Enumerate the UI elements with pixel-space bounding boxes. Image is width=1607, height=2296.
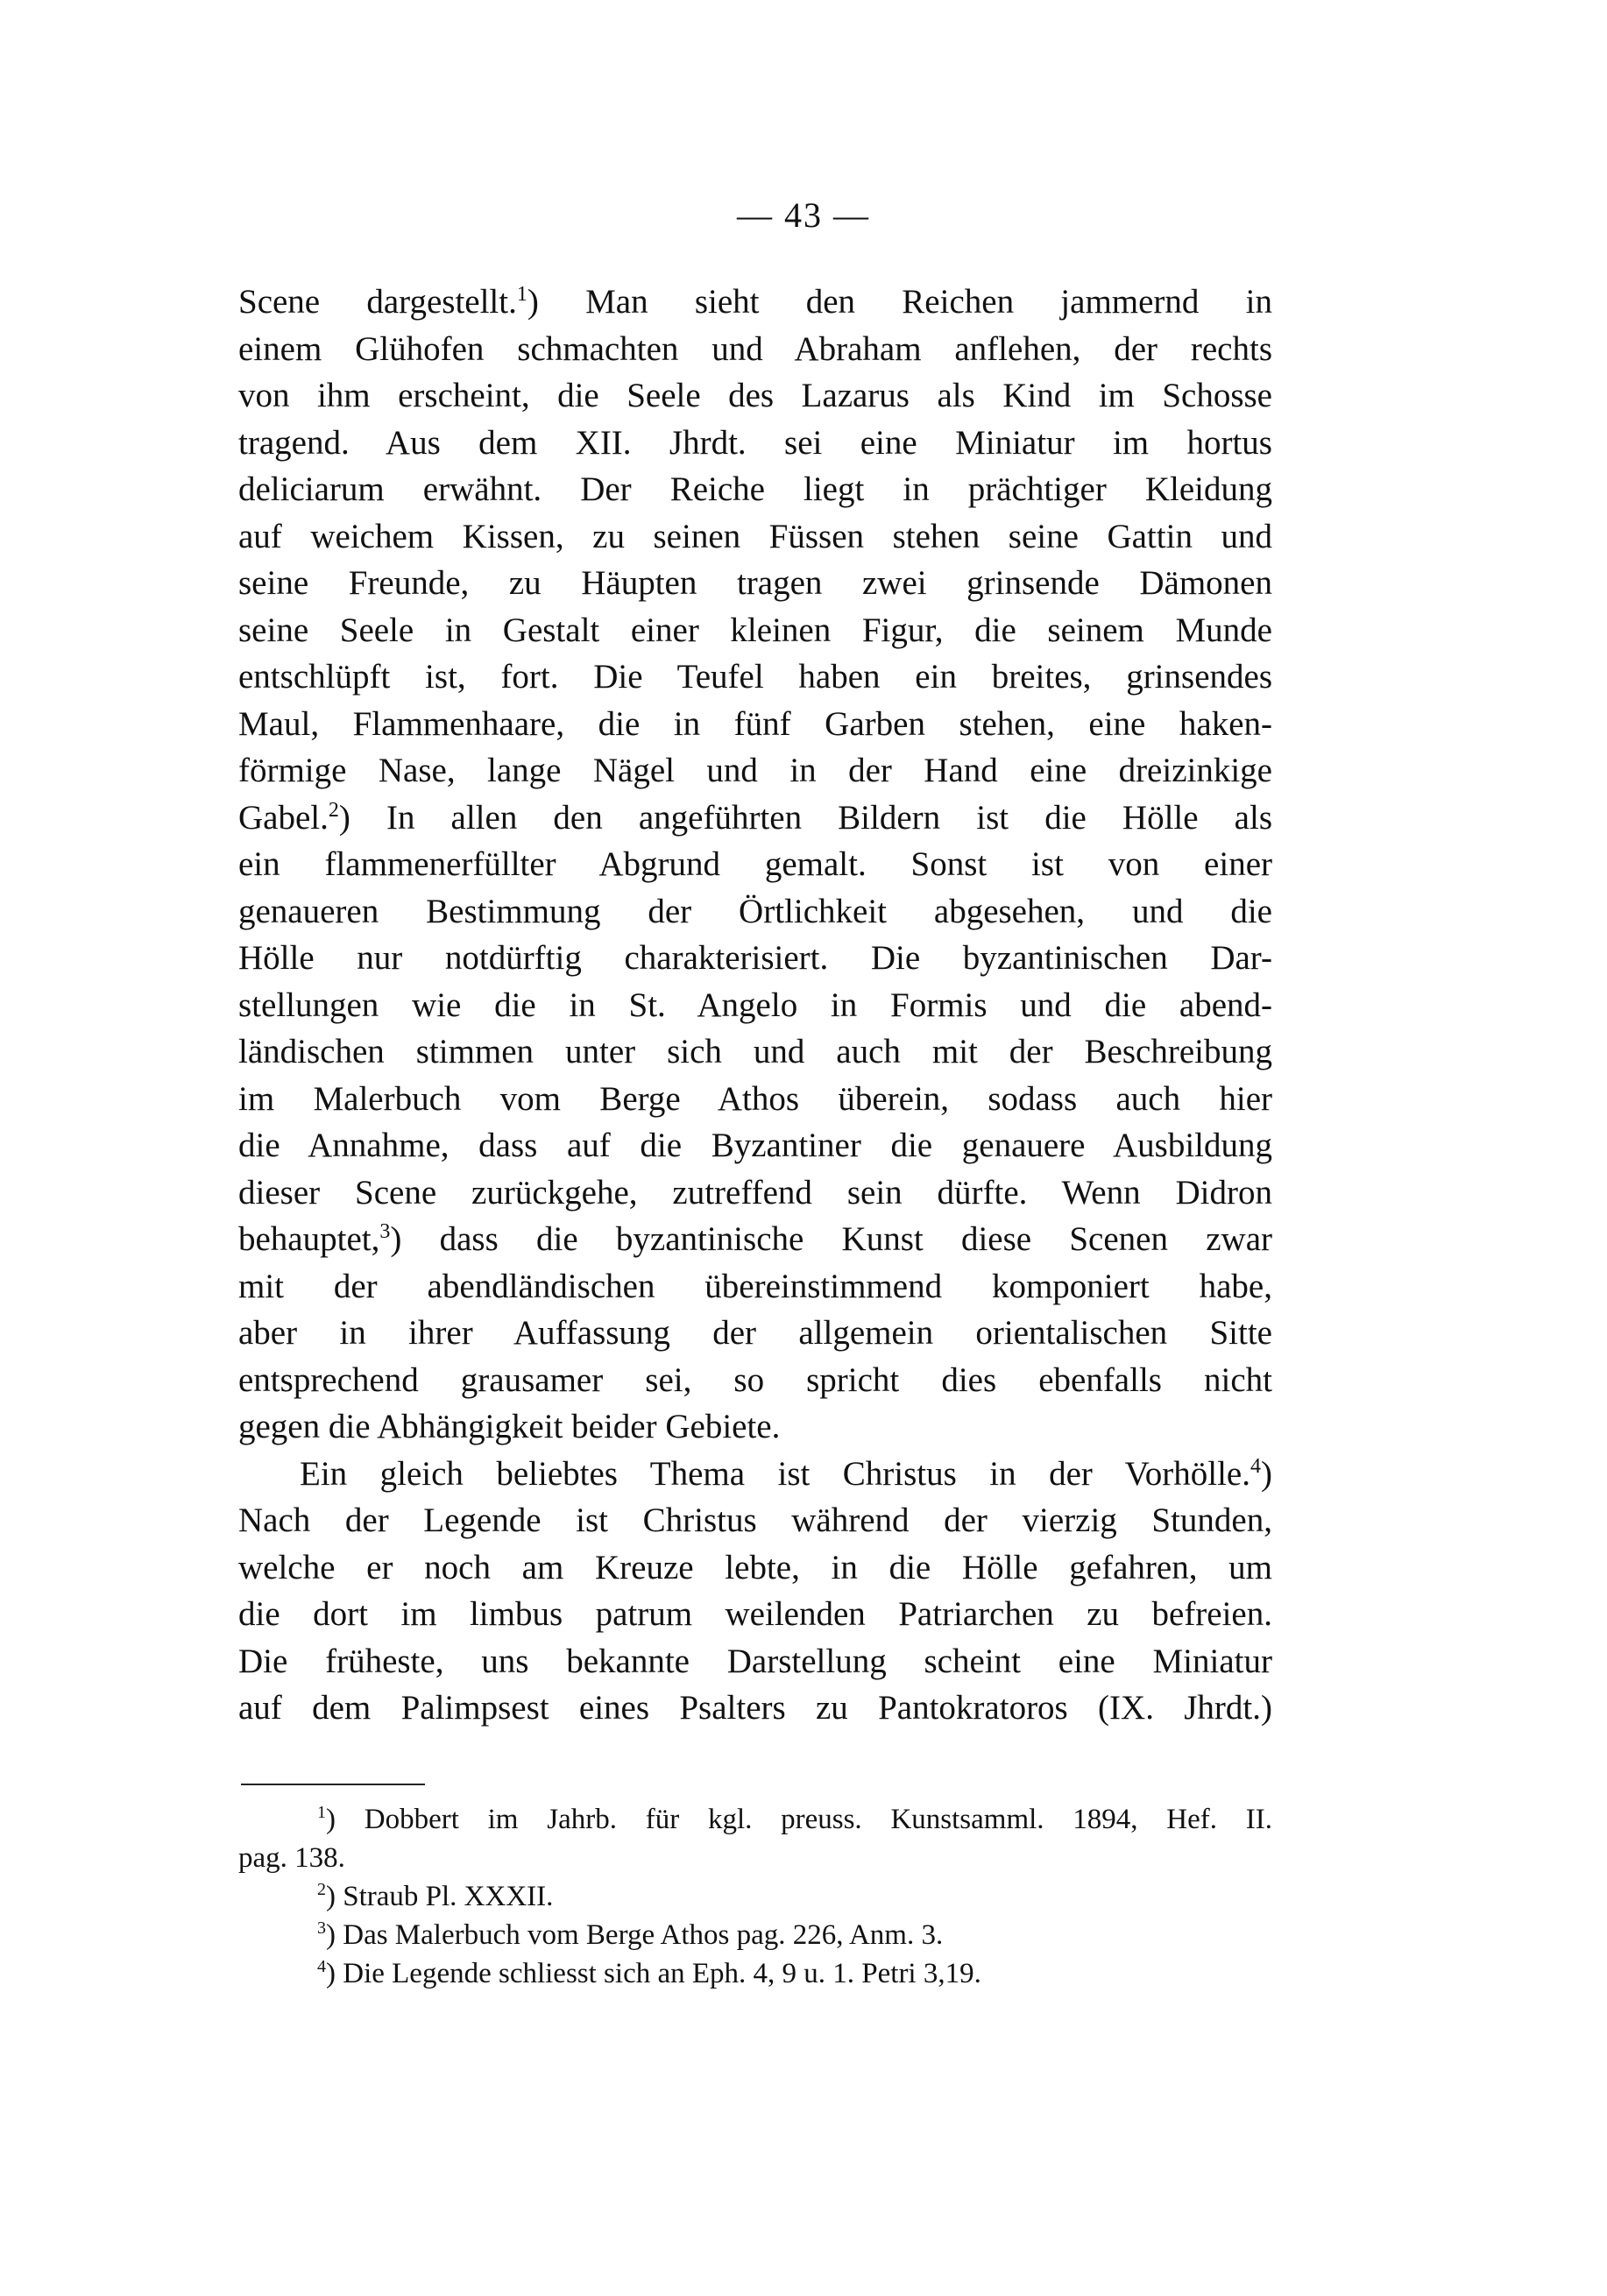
page-number: — 43 — <box>737 195 870 235</box>
text-line <box>238 888 1272 936</box>
footnote-ref: 3 <box>379 1220 391 1243</box>
text-line <box>238 372 1272 420</box>
footnotes <box>238 1800 1272 1993</box>
text-run: von ihm erscheint, die Seele des Lazarus als Kind im Schosse <box>238 377 1272 414</box>
text-run: förmige Nase, lange Nägel und in der Hand eine dreizinkige <box>238 752 1272 789</box>
text-run: tragend. Aus dem XII. Jhrdt. sei eine Miniatur im hortus <box>238 423 1272 462</box>
footnote <box>238 1877 1272 1916</box>
text-run: entschlüpft ist, fort. Die Teufel haben ein breites, grinsendes <box>238 658 1272 696</box>
text-line <box>238 1028 1272 1076</box>
text-run: entsprechend grausamer sei, so spricht dies ebenfalls nicht <box>238 1360 1272 1399</box>
footnote-continuation: pag. 138. <box>238 1842 345 1874</box>
footnote-mark: 1 <box>317 1803 326 1822</box>
footnote-text: ) Das Malerbuch vom Berge Athos pag. 226, Anm. 3. <box>326 1919 944 1951</box>
text-line <box>238 982 1272 1029</box>
text-line <box>238 1544 1272 1592</box>
text-line <box>238 1357 1272 1404</box>
text-run: ländischen stimmen unter sich und auch mit der Beschreibung <box>238 1033 1272 1070</box>
text-run: behauptet, <box>238 1220 380 1258</box>
text-run: Nach der Legende ist Christus während der vierzig Stunden, <box>238 1501 1272 1539</box>
text-run: Scene dargestellt. <box>238 283 517 321</box>
text-line <box>238 1310 1272 1357</box>
text-run: Gabel. <box>238 798 329 837</box>
text-run: genaueren Bestimmung der Örtlichkeit abgesehen, und die <box>238 892 1272 930</box>
text-run: welche er noch am Kreuze lebte, in die Hölle gefahren, um <box>238 1548 1272 1586</box>
text-line <box>238 466 1272 513</box>
text-line <box>238 1451 1272 1498</box>
text-run: ) Man sieht den Reichen jammernd in <box>527 283 1273 321</box>
text-line <box>238 1591 1272 1638</box>
text-line <box>238 420 1272 467</box>
text-run: auf dem Palimpsest eines Psalters zu Pantokratoros (IX. Jhrdt.) <box>238 1689 1272 1727</box>
text-line <box>238 1122 1272 1169</box>
text-line <box>238 935 1272 982</box>
text-line <box>238 701 1272 748</box>
text-run: ) dass die byzantinische Kunst diese Scenen zwar <box>390 1220 1272 1258</box>
text-run: die Annahme, dass auf die Byzantiner die genauere Ausbildung <box>238 1127 1272 1164</box>
text-run: dieser Scene zurückgehe, zutreffend sein dürfte. Wenn Didron <box>238 1173 1272 1212</box>
text-line <box>238 747 1272 795</box>
footnote-text: ) Straub Pl. XXXII. <box>326 1881 554 1912</box>
footnote-text: ) Die Legende schliesst sich an Eph. 4, 9 u. 1. Petri 3,19. <box>326 1958 981 1989</box>
text-run: seine Seele in Gestalt einer kleinen Figur, die seinem Munde <box>238 611 1272 649</box>
footnote-ref: 4 <box>1250 1454 1261 1478</box>
body-text <box>238 279 1272 1732</box>
footnote-mark: 2 <box>317 1880 326 1899</box>
footnote-mark: 4 <box>317 1957 326 1976</box>
footnote <box>238 1800 1272 1839</box>
text-run: gegen die Abhängigkeit beider Gebiete. <box>238 1408 781 1445</box>
footnote <box>238 1954 1272 1993</box>
text-line <box>238 607 1272 654</box>
footnote-mark: 3 <box>317 1918 326 1938</box>
footnote-ref: 2 <box>328 798 339 822</box>
text-line <box>238 1263 1272 1310</box>
text-line <box>238 1169 1272 1217</box>
text-run: ) In allen den angeführten Bildern ist die Hölle als <box>338 798 1272 837</box>
text-run: Die früheste, uns bekannte Darstellung scheint eine Miniatur <box>238 1642 1272 1680</box>
text-run: Hölle nur notdürftig charakterisiert. Die byzantinischen Dar- <box>238 939 1272 977</box>
text-run: im Malerbuch vom Berge Athos überein, sodass auch hier <box>238 1079 1272 1118</box>
text-line <box>238 1076 1272 1123</box>
text-run: Maul, Flammenhaare, die in fünf Garben stehen, eine haken- <box>238 704 1272 743</box>
text-run: stellungen wie die in St. Angelo in Formis und die abend- <box>238 986 1272 1024</box>
text-line <box>238 560 1272 607</box>
footnote-divider <box>241 1784 425 1785</box>
text-line <box>238 1216 1272 1263</box>
text-line <box>238 1638 1272 1685</box>
footnote <box>238 1916 1272 1954</box>
text-run: mit der abendländischen übereinstimmend komponiert habe, <box>238 1267 1272 1305</box>
text-run: seine Freunde, zu Häupten tragen zwei grinsende Dämonen <box>238 564 1272 602</box>
footnote-ref: 1 <box>516 283 527 306</box>
footnote-text: ) Dobbert im Jahrb. für kgl. preuss. Kunstsamml. 1894, Hef. II. <box>326 1804 1272 1835</box>
text-line <box>238 513 1272 561</box>
text-line <box>238 1685 1272 1732</box>
text-run: ein flammenerfüllter Abgrund gemalt. Sonst ist von einer <box>238 845 1272 883</box>
text-run: die dort im limbus patrum weilenden Patriarchen zu befreien. <box>238 1595 1272 1633</box>
text-run: deliciarum erwähnt. Der Reiche liegt in prächtiger Kleidung <box>238 470 1272 508</box>
text-line <box>238 1497 1272 1544</box>
text-line <box>238 279 1272 326</box>
text-line <box>238 795 1272 842</box>
text-run: ) <box>1261 1454 1272 1493</box>
text-run: aber in ihrer Auffassung der allgemein orientalischen Sitte <box>238 1314 1272 1352</box>
text-line <box>238 1403 1272 1451</box>
text-line <box>238 326 1272 373</box>
text-run: Ein gleich beliebtes Thema ist Christus in der Vorhölle. <box>300 1454 1250 1493</box>
text-line <box>238 841 1272 888</box>
text-run: einem Glühofen schmachten und Abraham anflehen, der rechts <box>238 329 1272 368</box>
text-line <box>238 653 1272 701</box>
text-run: auf weichem Kissen, zu seinen Füssen stehen seine Gattin und <box>238 517 1272 555</box>
